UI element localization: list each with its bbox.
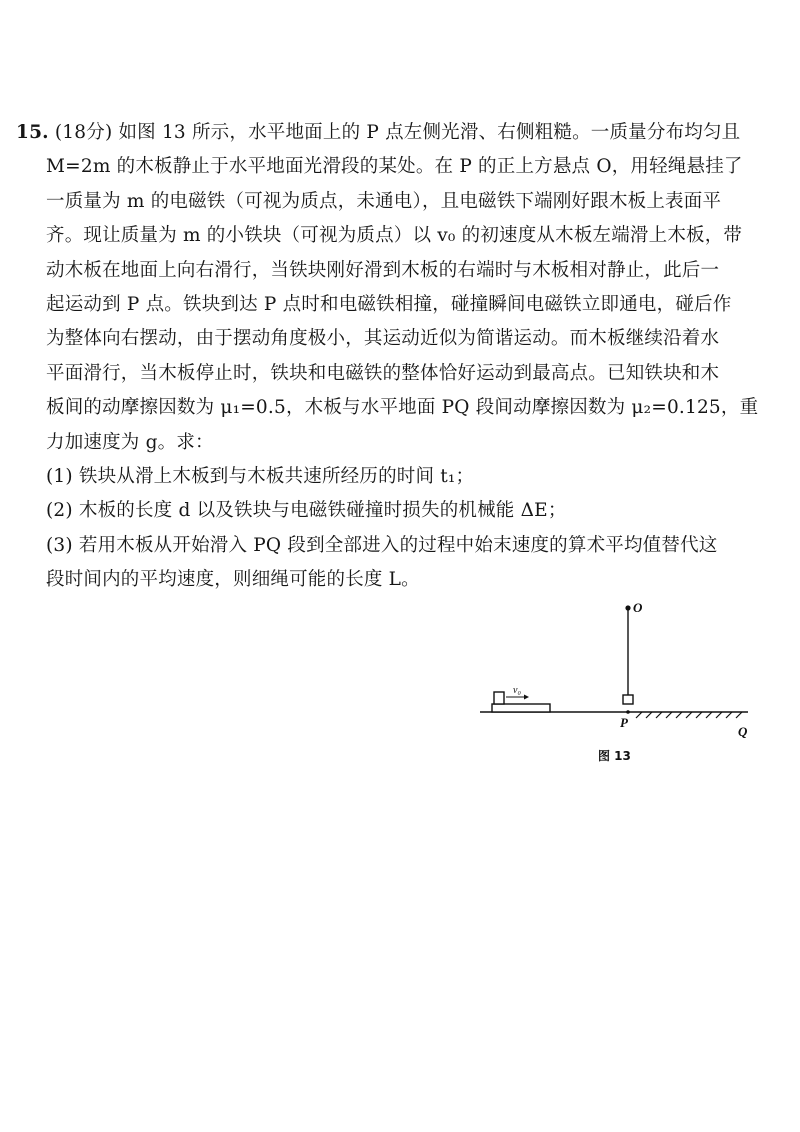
iron-block	[494, 692, 504, 704]
question-line-10: 力加速度为 g。求：	[46, 431, 214, 453]
question-15	[16, 116, 759, 597]
label-q: Q	[738, 724, 748, 739]
label-o: O	[633, 600, 643, 615]
question-line-4: 齐。现让质量为 m 的小铁块（可视为质点）以 v₀ 的初速度从木板左端滑上木板，带	[46, 225, 743, 247]
question-line-6: 起运动到 P 点。铁块到达 P 点时和电磁铁相撞，碰撞瞬间电磁铁立即通电，碰后作	[46, 293, 732, 315]
wooden-board	[492, 704, 550, 712]
figure-caption: 图 13	[598, 749, 631, 763]
point-p	[626, 710, 630, 714]
question-line-8: 平面滑行，当木板停止时，铁块和电磁铁的整体恰好运动到最高点。已知铁块和木	[46, 362, 720, 384]
subquestion-1: (1) 铁块从滑上木板到与木板共速所经历的时间 t₁；	[46, 465, 475, 487]
question-line-3: 一质量为 m 的电磁铁（可视为质点，未通电），且电磁铁下端刚好跟木板上表面平	[46, 190, 722, 212]
subquestion-2: (2) 木板的长度 d 以及铁块与电磁铁碰撞时损失的机械能 ΔE；	[46, 500, 567, 522]
velocity-arrowhead	[524, 695, 529, 700]
figure-13	[480, 598, 770, 768]
electromagnet	[623, 695, 633, 704]
velocity-label: v₀	[513, 685, 521, 696]
question-line-1	[16, 116, 756, 150]
subquestion-3-continued: 段时间内的平均速度，则细绳可能的长度 L。	[46, 569, 420, 591]
question-line-9: 板间的动摩擦因数为 μ₁=0.5，木板与水平地面 PQ 段间动摩擦因数为 μ₂=0.125，重	[46, 397, 759, 419]
question-points: (18分)	[54, 122, 113, 143]
question-text: 如图 13 所示，水平地面上的 P 点左侧光滑、右侧粗糙。一质量分布均匀且	[118, 122, 741, 143]
rough-surface-hatching	[636, 712, 742, 718]
question-line-7: 为整体向右摆动，由于摆动角度极小，其运动近似为简谐运动。而木板继续沿着水	[46, 328, 720, 350]
question-number: 15.	[16, 122, 49, 143]
question-line-5: 动木板在地面上向右滑行，当铁块刚好滑到木板的右端时与木板相对静止，此后一	[46, 259, 720, 281]
label-p: P	[620, 715, 628, 730]
subquestion-3: (3) 若用木板从开始滑入 PQ 段到全部进入的过程中始末速度的算术平均值替代这	[46, 534, 718, 556]
figure-13-diagram	[480, 598, 770, 768]
question-line-2: M=2m 的木板静止于水平地面光滑段的某处。在 P 的正上方悬点 O，用轻绳悬挂了	[46, 156, 743, 178]
